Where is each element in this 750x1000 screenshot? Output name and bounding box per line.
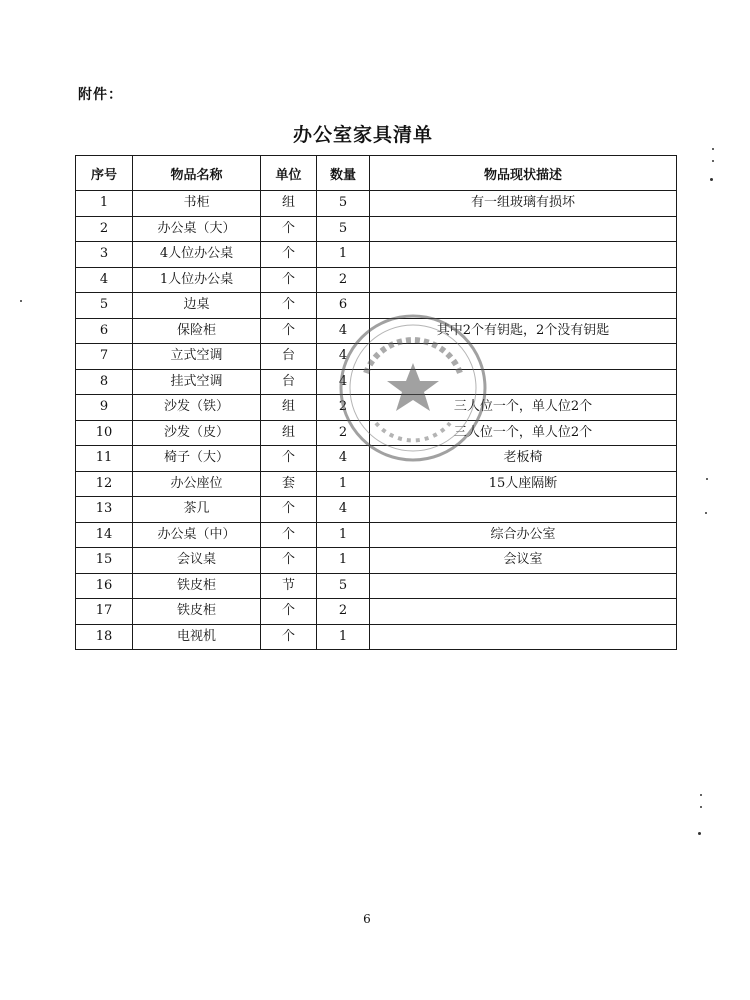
cell-no: 1 xyxy=(76,191,133,217)
page-number: 6 xyxy=(363,912,371,926)
table-row xyxy=(76,369,677,395)
cell-desc xyxy=(370,344,677,370)
cell-unit: 个 xyxy=(261,267,317,293)
cell-desc: 15人座隔断 xyxy=(370,471,677,497)
cell-name: 书柜 xyxy=(133,191,261,217)
table-row xyxy=(76,548,677,574)
furniture-table xyxy=(75,155,677,650)
cell-unit: 个 xyxy=(261,318,317,344)
cell-unit: 组 xyxy=(261,420,317,446)
cell-no: 3 xyxy=(76,242,133,268)
table-row xyxy=(76,395,677,421)
cell-unit: 台 xyxy=(261,369,317,395)
cell-no: 12 xyxy=(76,471,133,497)
cell-no: 16 xyxy=(76,573,133,599)
scan-speck xyxy=(706,478,708,480)
attachment-label: 附件： xyxy=(78,87,123,103)
scan-speck xyxy=(700,806,702,808)
cell-name: 立式空调 xyxy=(133,344,261,370)
cell-no: 17 xyxy=(76,599,133,625)
cell-qty: 5 xyxy=(317,191,370,217)
cell-unit: 套 xyxy=(261,471,317,497)
cell-desc: 综合办公室 xyxy=(370,522,677,548)
cell-unit: 节 xyxy=(261,573,317,599)
scan-speck xyxy=(698,832,701,835)
cell-qty: 4 xyxy=(317,344,370,370)
table-row xyxy=(76,242,677,268)
cell-unit: 个 xyxy=(261,446,317,472)
cell-name: 保险柜 xyxy=(133,318,261,344)
table-row xyxy=(76,191,677,217)
cell-unit: 个 xyxy=(261,548,317,574)
header-name: 物品名称 xyxy=(133,156,261,191)
cell-no: 4 xyxy=(76,267,133,293)
table-row xyxy=(76,471,677,497)
cell-name: 1人位办公桌 xyxy=(133,267,261,293)
cell-qty: 2 xyxy=(317,395,370,421)
cell-unit: 个 xyxy=(261,242,317,268)
cell-no: 8 xyxy=(76,369,133,395)
cell-name: 边桌 xyxy=(133,293,261,319)
cell-desc: 会议室 xyxy=(370,548,677,574)
cell-qty: 4 xyxy=(317,446,370,472)
cell-desc xyxy=(370,599,677,625)
cell-desc xyxy=(370,242,677,268)
table-row xyxy=(76,573,677,599)
cell-unit: 个 xyxy=(261,599,317,625)
cell-unit: 个 xyxy=(261,522,317,548)
cell-name: 办公座位 xyxy=(133,471,261,497)
table-row xyxy=(76,318,677,344)
cell-no: 11 xyxy=(76,446,133,472)
cell-desc xyxy=(370,573,677,599)
cell-name: 铁皮柜 xyxy=(133,573,261,599)
cell-name: 办公桌（大） xyxy=(133,216,261,242)
cell-name: 铁皮柜 xyxy=(133,599,261,625)
scan-speck xyxy=(705,512,707,514)
cell-desc: 三人位一个，单人位2个 xyxy=(370,395,677,421)
table-row xyxy=(76,420,677,446)
cell-name: 椅子（大） xyxy=(133,446,261,472)
cell-qty: 2 xyxy=(317,267,370,293)
table-row xyxy=(76,497,677,523)
cell-name: 茶几 xyxy=(133,497,261,523)
cell-unit: 组 xyxy=(261,191,317,217)
scan-speck xyxy=(712,160,714,162)
table-row xyxy=(76,216,677,242)
cell-no: 10 xyxy=(76,420,133,446)
table-row xyxy=(76,446,677,472)
cell-name: 挂式空调 xyxy=(133,369,261,395)
cell-qty: 1 xyxy=(317,471,370,497)
cell-no: 13 xyxy=(76,497,133,523)
cell-no: 5 xyxy=(76,293,133,319)
header-no: 序号 xyxy=(76,156,133,191)
cell-desc xyxy=(370,369,677,395)
cell-unit: 个 xyxy=(261,497,317,523)
cell-desc: 其中2个有钥匙，2个没有钥匙 xyxy=(370,318,677,344)
cell-unit: 个 xyxy=(261,216,317,242)
header-qty: 数量 xyxy=(317,156,370,191)
cell-no: 14 xyxy=(76,522,133,548)
cell-qty: 5 xyxy=(317,216,370,242)
table-row xyxy=(76,293,677,319)
cell-qty: 2 xyxy=(317,420,370,446)
cell-no: 9 xyxy=(76,395,133,421)
cell-no: 18 xyxy=(76,624,133,650)
table-row xyxy=(76,624,677,650)
cell-qty: 4 xyxy=(317,318,370,344)
scan-speck xyxy=(712,148,714,150)
cell-name: 4人位办公桌 xyxy=(133,242,261,268)
table-header-row xyxy=(76,156,677,191)
cell-no: 7 xyxy=(76,344,133,370)
cell-name: 沙发（铁） xyxy=(133,395,261,421)
table-row xyxy=(76,599,677,625)
cell-unit: 台 xyxy=(261,344,317,370)
cell-desc: 三人位一个，单人位2个 xyxy=(370,420,677,446)
cell-no: 6 xyxy=(76,318,133,344)
cell-no: 15 xyxy=(76,548,133,574)
table-row xyxy=(76,344,677,370)
cell-name: 电视机 xyxy=(133,624,261,650)
cell-desc xyxy=(370,624,677,650)
cell-qty: 4 xyxy=(317,369,370,395)
scan-speck xyxy=(20,300,22,302)
table-row xyxy=(76,267,677,293)
table-row xyxy=(76,522,677,548)
cell-qty: 1 xyxy=(317,548,370,574)
header-unit: 单位 xyxy=(261,156,317,191)
cell-name: 会议桌 xyxy=(133,548,261,574)
cell-qty: 5 xyxy=(317,573,370,599)
header-desc: 物品现状描述 xyxy=(370,156,677,191)
cell-qty: 1 xyxy=(317,624,370,650)
cell-desc xyxy=(370,497,677,523)
cell-unit: 个 xyxy=(261,624,317,650)
cell-no: 2 xyxy=(76,216,133,242)
cell-name: 办公桌（中） xyxy=(133,522,261,548)
cell-desc xyxy=(370,267,677,293)
cell-desc: 有一组玻璃有损坏 xyxy=(370,191,677,217)
cell-qty: 1 xyxy=(317,242,370,268)
page-title: 办公室家具清单 xyxy=(292,124,433,146)
cell-qty: 4 xyxy=(317,497,370,523)
cell-desc: 老板椅 xyxy=(370,446,677,472)
cell-unit: 组 xyxy=(261,395,317,421)
scan-speck xyxy=(710,178,713,181)
cell-desc xyxy=(370,216,677,242)
cell-qty: 6 xyxy=(317,293,370,319)
cell-unit: 个 xyxy=(261,293,317,319)
cell-qty: 1 xyxy=(317,522,370,548)
scan-speck xyxy=(700,794,702,796)
cell-desc xyxy=(370,293,677,319)
cell-qty: 2 xyxy=(317,599,370,625)
cell-name: 沙发（皮） xyxy=(133,420,261,446)
